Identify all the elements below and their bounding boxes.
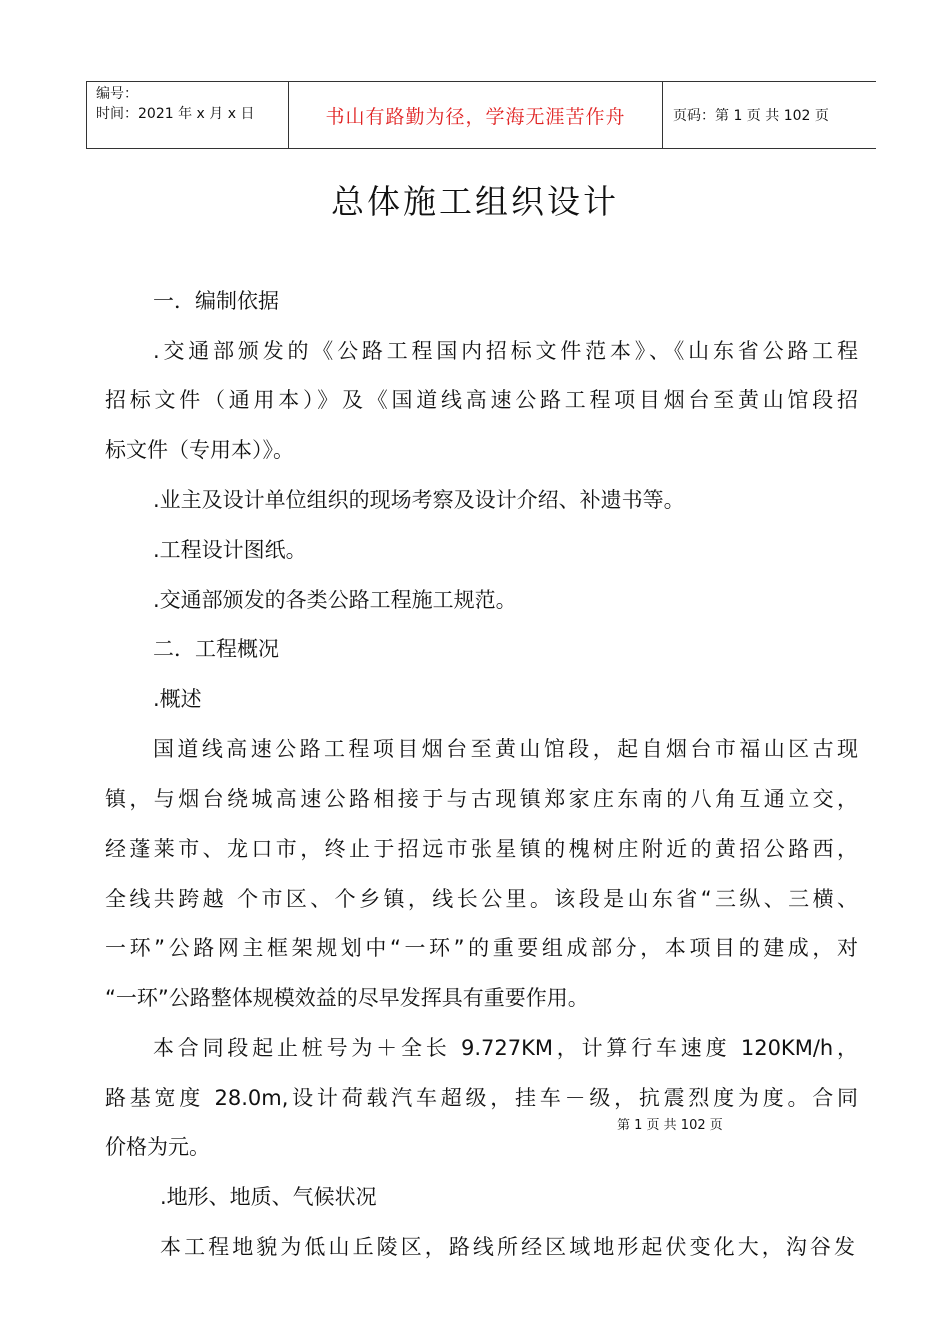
paragraph-line: 本工程地貌为低山丘陵区，路线所经区域地形起伏变化大，沟谷发 (160, 1235, 855, 1259)
paragraph-line: 价格为元。 (105, 1135, 210, 1159)
subsection-heading: .概述 (153, 687, 202, 711)
header-motto: 书山有路勤为径，学海无涯苦作舟 (289, 82, 663, 148)
paragraph-line: 本合同段起止桩号为＋全长 9.727KM，计算行车速度 120KM/h， (153, 1036, 858, 1060)
subsection-heading: .地形、地质、气候状况 (160, 1185, 377, 1209)
paragraph-line: 一环”公路网主框架规划中“一环”的重要组成部分，本项目的建成，对 (105, 936, 858, 960)
paragraph-line: .交通部颁发的各类公路工程施工规范。 (153, 588, 517, 612)
paragraph-line: 镇，与烟台绕城高速公路相接于与古现镇郑家庄东南的八角互通立交， (105, 787, 858, 811)
paragraph-line: 路基宽度 28.0m,设计荷载汽车超级，挂车－级，抗震烈度为度。合同 (105, 1086, 858, 1110)
header-table (86, 81, 876, 149)
paragraph-line: 国道线高速公路工程项目烟台至黄山馆段，起自烟台市福山区古现 (153, 737, 858, 761)
paragraph-line: “一环”公路整体规模效益的尽早发挥具有重要作用。 (105, 986, 589, 1010)
document-title: 总体施工组织设计 (331, 182, 619, 221)
section-heading-basis: 一．编制依据 (153, 289, 279, 313)
section-heading-overview: 二．工程概况 (153, 637, 279, 661)
time-label: 时间：2021 年 x 月 x 日 (96, 106, 255, 122)
paragraph-line: 标文件（专用本）》。 (105, 438, 294, 462)
paragraph-line: 招标文件（通用本）》及《国道线高速公路工程项目烟台至黄山馆段招 (105, 388, 858, 412)
header-page-info: 页码：第 1 页 共 102 页 (673, 108, 829, 124)
paragraph-line: 全线共跨越 个市区、个乡镇，线长公里。该段是山东省“三纵、三横、 (105, 887, 858, 911)
paragraph-line: 经蓬莱市、龙口市，终止于招远市张星镇的槐树庄附近的黄招公路西， (105, 837, 858, 861)
page-footer: 第 1 页 共 102 页 (617, 1118, 723, 1133)
number-label: 编号： (96, 86, 138, 102)
header-meta-cell (87, 82, 289, 148)
paragraph-line: .工程设计图纸。 (153, 538, 307, 562)
paragraph-line: .业主及设计单位组织的现场考察及设计介绍、补遗书等。 (153, 488, 685, 512)
paragraph-line: .交通部颁发的《公路工程国内招标文件范本》、《山东省公路工程 (153, 339, 858, 363)
